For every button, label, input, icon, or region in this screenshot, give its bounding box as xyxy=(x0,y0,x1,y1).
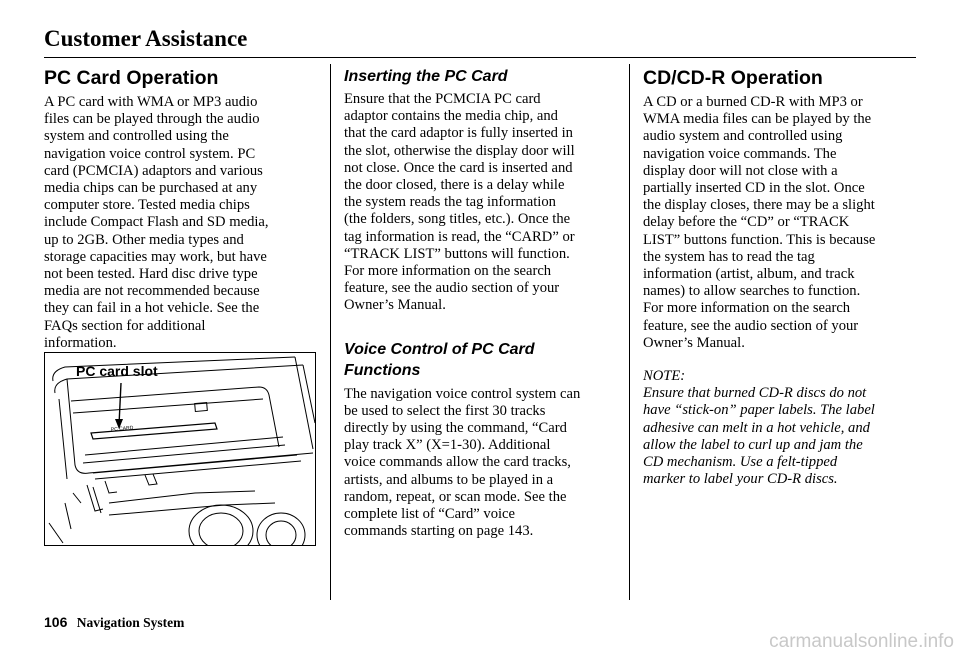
section-heading-inserting-pc-card: Inserting the PC Card xyxy=(344,68,508,85)
pc-card-operation-text: A PC card with WMA or MP3 audio files can be played through the audio system and controlled using the navigation voice control system. PC card (PCMCIA) adaptors and various media chips can be purchased at any computer store. Tested media chips include Compact Flash and SD media, up to 2GB. Other media types and storage capacities may work, but have not been tested. Hard disc drive type media are not recommended because they can fail in a hot vehicle. See the FAQs section for additional information. xyxy=(44,94,269,351)
figure-inner-card-label: PC CARD xyxy=(110,425,134,433)
column-pc-card-operation xyxy=(44,66,324,352)
figure-label-pc-card-slot: PC card slot xyxy=(76,363,158,379)
pc-card-slot-illustration xyxy=(45,353,316,546)
note-label: NOTE: xyxy=(643,368,686,385)
voice-control-pc-card-text: The navigation voice control system can be used to select the first 30 tracks directly by using the command, “Card play track X” (X=1-30). Additional voice commands allow the card tracks, artists, and albums to be played in a random, repeat, or scan mode. See the complete list of “Card” voice commands starting on page 143. xyxy=(344,385,581,540)
note-text: Ensure that burned CD-R discs do not have “stick-on” paper labels. The label adhesive can melt in a hot vehicle, and allow the label to curl up and jam the CD mechanism. Use a felt-tipped marker to label your CD-R discs. xyxy=(643,385,875,488)
header-rule xyxy=(44,57,916,58)
page-footer xyxy=(44,614,184,631)
section-heading-cd-cdr-operation: CD/CD-R Operation xyxy=(643,67,823,89)
section-heading-pc-card-operation: PC Card Operation xyxy=(44,67,219,89)
column-divider-2 xyxy=(629,64,630,600)
inserting-pc-card-text: Ensure that the PCMCIA PC card adaptor contains the media chip, and that the card adaptor is fully inserted in the slot, otherwise the display door will not close. Once the card is inserted and the door closed, there is a delay while the system reads the tag information (the folders, song titles, etc.). Once the tag information is read, the “CARD” or “TRACK LIST” buttons will function. For more information on the search feature, see the audio section of your Owner’s Manual. xyxy=(344,91,575,314)
cd-cdr-operation-text: A CD or a burned CD-R with MP3 or WMA media files can be played by the audio system and controlled using navigation voice commands. The display door will not close with a partially inserted CD in the slot. Once the display closes, there may be a slight delay before the “CD” or “TRACK LIST” buttons function. This is because the system has to read the tag information (artist, album, and track names) to allow searches to function. For more information on the search feature, see the audio section of your Owner’s Manual. xyxy=(643,94,876,351)
footer-title: Navigation System xyxy=(76,615,185,630)
pc-card-slot-figure xyxy=(44,352,316,546)
section-heading-voice-control-pc-card: Voice Control of PC Card Functions xyxy=(344,340,535,379)
page-number: 106 xyxy=(44,614,68,630)
page-header-title: Customer Assistance xyxy=(44,26,248,51)
column-divider-1 xyxy=(330,64,331,600)
watermark: carmanualsonline.info xyxy=(769,631,954,652)
column-cd-cdr-operation xyxy=(643,66,933,488)
column-inserting-pc-card xyxy=(344,66,626,540)
